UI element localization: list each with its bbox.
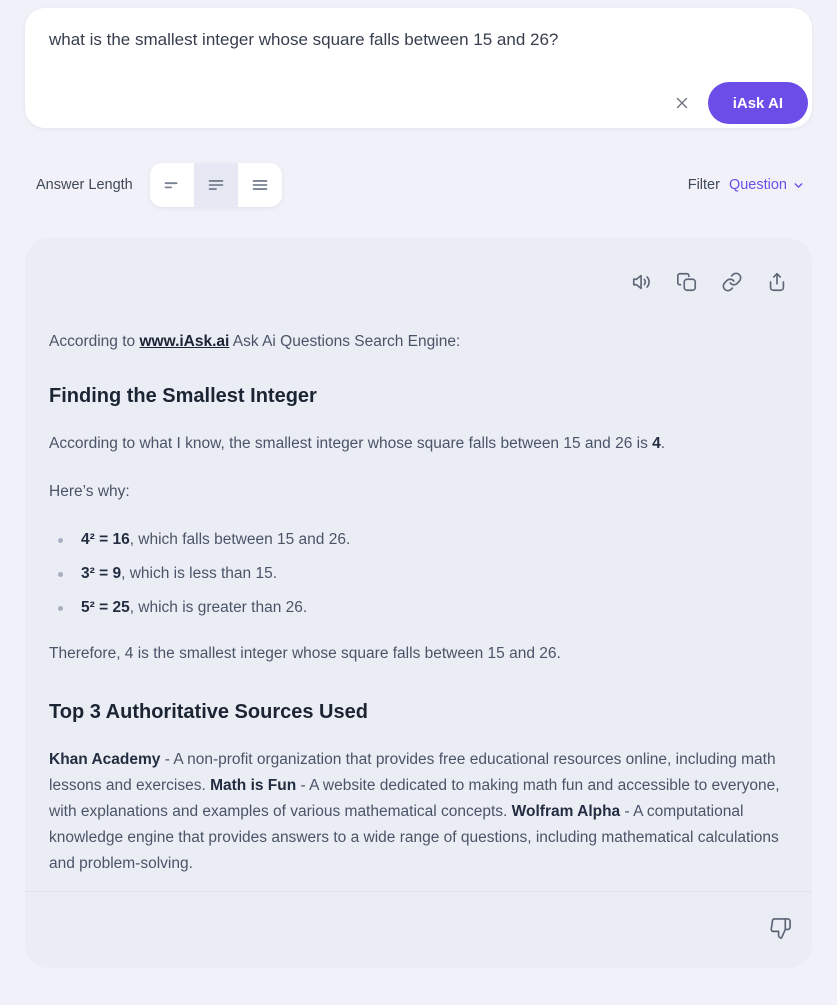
paragraph-bold: 4 (652, 435, 661, 452)
answer-heading-2: Top 3 Authoritative Sources Used (49, 701, 368, 723)
link-button[interactable] (721, 271, 743, 293)
reason-list (49, 527, 788, 621)
bullet-text: , which falls between 15 and 26. (129, 531, 351, 548)
filter-group (688, 177, 805, 193)
thumbs-down-button[interactable] (768, 916, 792, 940)
sources-paragraph (49, 747, 788, 877)
attribution-prefix: According to (49, 333, 140, 350)
copy-button[interactable] (676, 271, 698, 293)
attribution-suffix: Ask Ai Questions Search Engine: (229, 333, 461, 350)
clear-search-button[interactable] (664, 85, 700, 121)
thumbs-up-icon (723, 917, 746, 940)
search-input[interactable]: what is the smallest integer whose square falls between 15 and 26? (49, 30, 559, 49)
bullet-bold: 5² = 25 (81, 599, 130, 616)
close-icon (673, 94, 691, 112)
chevron-down-icon (792, 179, 805, 192)
long-lines-icon (249, 174, 271, 196)
thumbs-down-icon (769, 917, 792, 940)
answer-length-control (150, 163, 282, 207)
bullet-bold: 4² = 16 (81, 531, 130, 548)
source-desc: - A website dedicated to making math fun and accessible to everyone, with explanations and examples of various mathematical concepts. (49, 777, 780, 820)
answer-length-short-button[interactable] (150, 163, 194, 207)
source-desc: - A non-profit organization that provides free educational resources online, including math lessons and exercises. (49, 751, 776, 794)
answer-length-medium-button[interactable] (194, 163, 238, 207)
share-button[interactable] (766, 271, 788, 293)
filter-value: Question (728, 177, 787, 193)
short-lines-icon (161, 174, 183, 196)
medium-lines-icon (205, 174, 227, 196)
answer-heading-1: Finding the Smallest Integer (49, 385, 317, 407)
share-icon (766, 271, 788, 293)
filter-label: Filter (687, 177, 720, 193)
source-desc: - A computational knowledge engine that provides answers to a wide range of questions, including mathematical calculations and problem-solving. (49, 803, 779, 872)
answer-content (25, 293, 812, 891)
search-box (25, 8, 812, 128)
thumbs-up-button[interactable] (722, 916, 746, 940)
paragraph-text: According to what I know, the smallest integer whose square falls between 15 and 26 is (49, 435, 653, 452)
source-name: Math is Fun (210, 777, 297, 794)
source-name: Wolfram Alpha (511, 803, 621, 820)
attribution-line (49, 333, 788, 351)
list-item (49, 595, 788, 621)
bullet-text: , which is greater than 26. (129, 599, 308, 616)
answer-toolbar (25, 238, 812, 293)
read-aloud-button[interactable] (631, 271, 653, 293)
heres-why-line: Here’s why: (49, 483, 130, 500)
bullet-bold: 3² = 9 (81, 565, 122, 582)
paragraph-text: . (660, 435, 666, 452)
filter-dropdown[interactable] (729, 177, 805, 193)
speaker-icon (631, 271, 653, 293)
conclusion-line: Therefore, 4 is the smallest integer whose square falls between 15 and 26. (49, 645, 561, 662)
answer-paragraph-1 (49, 431, 788, 457)
source-name: Khan Academy (49, 751, 161, 768)
iask-link[interactable]: www.iAsk.ai (139, 333, 230, 350)
bullet-text: , which is less than 15. (121, 565, 278, 582)
answer-footer (25, 891, 812, 968)
search-actions (664, 82, 808, 124)
copy-icon (676, 271, 698, 293)
ask-ai-button[interactable]: iAsk AI (708, 82, 808, 124)
answer-length-label: Answer Length (36, 177, 133, 193)
controls-row (25, 163, 812, 207)
answer-length-long-button[interactable] (238, 163, 282, 207)
answer-card (25, 238, 812, 968)
link-icon (721, 271, 743, 293)
list-item (49, 527, 788, 553)
list-item (49, 561, 788, 587)
